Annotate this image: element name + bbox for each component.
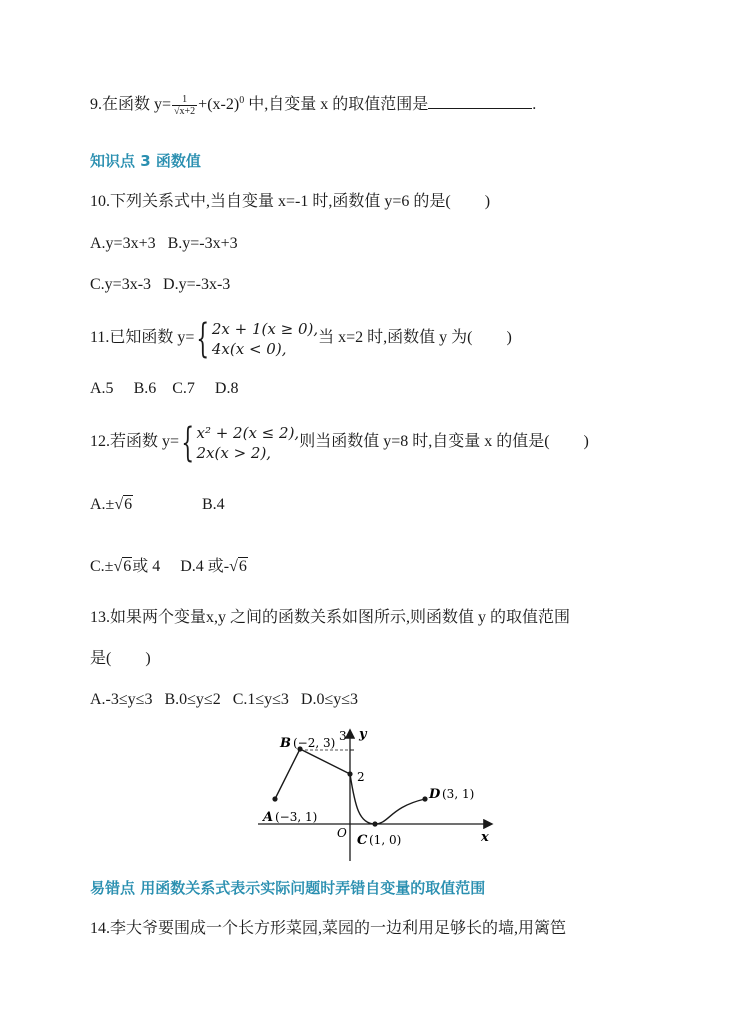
q10-options-row2 xyxy=(90,275,230,295)
segment-a-b xyxy=(275,749,350,799)
q13-option-b[interactable]: B.0≤y≤2 xyxy=(164,691,221,708)
q12-option-d-prefix: D.4 或- xyxy=(180,558,230,575)
y-axis-label: y xyxy=(359,727,367,742)
q12-options-row2 xyxy=(90,557,248,577)
q10-close: ) xyxy=(484,193,491,210)
q12-option-d[interactable] xyxy=(180,558,248,575)
q11-prefix: 11.已知函数 y= xyxy=(90,329,195,346)
q10-stem: 10.下列关系式中,当自变量 x=-1 时,函数值 y=6 的是( xyxy=(90,193,451,210)
question-13-line1: 13.如果两个变量x,y 之间的函数关系如图所示,则函数值 y 的取值范围 xyxy=(90,609,571,626)
q11-option-c[interactable]: C.7 xyxy=(172,380,195,397)
label-c: C xyxy=(357,833,368,848)
y-tick-label-3: 3 xyxy=(339,729,347,743)
q9-end: . xyxy=(532,96,537,114)
q11-piecewise xyxy=(194,316,318,360)
q12-option-b[interactable]: B.4 xyxy=(202,496,225,513)
q12-piecewise xyxy=(179,420,299,464)
q11-close: ) xyxy=(506,329,512,346)
q12-option-a-prefix: A.± xyxy=(90,496,115,513)
q11-option-d[interactable]: D.8 xyxy=(214,380,239,397)
q13-line2-text: 是( xyxy=(90,650,112,667)
q9-fraction-numerator: 1 xyxy=(172,94,197,106)
origin-label: O xyxy=(337,826,347,840)
q9-answer-blank[interactable] xyxy=(428,94,532,109)
q12-cases xyxy=(196,423,299,463)
q12-option-a-radicand: 6 xyxy=(124,496,133,513)
label-d: D xyxy=(429,787,441,802)
point-c xyxy=(372,821,377,826)
q9-exponent: 0 xyxy=(239,94,245,106)
function-graph xyxy=(253,726,503,861)
question-14-line1: 14.李大爷要围成一个长方形菜园,菜园的一边利用足够长的墙,用篱笆 xyxy=(90,920,567,937)
q13-option-d[interactable]: D.0≤y≤3 xyxy=(300,691,359,708)
q12-close: ) xyxy=(583,433,589,450)
q10-option-b[interactable]: B.y=-3x+3 xyxy=(167,235,238,252)
coord-a: (−3, 1) xyxy=(275,810,318,824)
point-y-intercept xyxy=(347,771,352,776)
q12-brace-icon: { xyxy=(181,419,195,466)
q10-option-c[interactable]: C.y=3x-3 xyxy=(90,276,152,293)
q12-prefix: 12.若函数 y= xyxy=(90,433,180,450)
q11-case-2: 4x(x < 0), xyxy=(211,339,287,358)
q12-option-c[interactable] xyxy=(90,558,160,575)
q12-options-row1 xyxy=(90,495,225,515)
coord-d: (3, 1) xyxy=(442,787,475,801)
q12-option-d-radicand: 6 xyxy=(238,558,247,575)
q12-option-a[interactable] xyxy=(90,495,202,515)
q13-option-a[interactable]: A.-3≤y≤3 xyxy=(90,691,153,708)
q10-option-a[interactable]: A.y=3x+3 xyxy=(90,235,156,252)
point-a xyxy=(272,796,277,801)
q9-fraction-denominator: √x+2 xyxy=(174,106,196,117)
question-12 xyxy=(90,420,589,464)
question-11 xyxy=(90,316,512,360)
sqrt-icon: √ xyxy=(229,558,238,575)
sqrt-icon: √ xyxy=(114,496,124,513)
q12-option-c-suffix: 或 4 xyxy=(132,558,161,575)
section-heading-error-prone: 易错点 用函数关系式表示实际问题时弄错自变量的取值范围 xyxy=(90,879,486,897)
y-tick-label-2: 2 xyxy=(357,770,365,784)
label-b: B xyxy=(280,736,291,751)
q10-options-row1 xyxy=(90,234,238,254)
x-axis-label: x xyxy=(481,830,489,845)
q12-case-1: x² + 2(x ≤ 2), xyxy=(196,423,300,442)
sqrt-icon: √ xyxy=(113,558,123,575)
q12-option-c-prefix: C.± xyxy=(90,558,114,575)
q12-case-2: 2x(x > 2), xyxy=(196,443,272,462)
q11-option-a[interactable]: A.5 xyxy=(90,380,114,397)
q9-suffix: 中,自变量 x 的取值范围是 xyxy=(244,96,429,114)
q13-options xyxy=(90,690,358,710)
q11-option-b[interactable]: B.6 xyxy=(133,380,157,397)
q13-option-c[interactable]: C.1≤y≤3 xyxy=(232,691,289,708)
q11-cases xyxy=(212,319,318,359)
point-d xyxy=(422,796,427,801)
question-9 xyxy=(90,94,536,117)
q9-prefix: 9.在函数 y= xyxy=(90,96,172,114)
question-13-line2 xyxy=(90,649,151,669)
q11-case-1: 2x + 1(x ≥ 0), xyxy=(211,319,319,338)
question-10 xyxy=(90,192,490,212)
coord-b: (−2, 3) xyxy=(293,736,336,750)
q9-middle: +(x-2) xyxy=(198,96,240,114)
q11-brace-icon: { xyxy=(196,315,210,362)
label-a: A xyxy=(263,810,274,825)
section-heading-3: 知识点 3 函数值 xyxy=(90,152,201,170)
q10-option-d[interactable]: D.y=-3x-3 xyxy=(163,276,231,293)
q9-fraction xyxy=(172,94,197,117)
q13-close: ) xyxy=(145,650,151,667)
q12-suffix: 则当函数值 y=8 时,自变量 x 的值是( xyxy=(299,433,550,450)
curve-c-d xyxy=(375,799,425,824)
q11-options xyxy=(90,379,238,399)
coord-c: (1, 0) xyxy=(369,833,402,847)
q12-option-c-radicand: 6 xyxy=(123,558,132,575)
q11-suffix: 当 x=2 时,函数值 y 为( xyxy=(318,329,473,346)
